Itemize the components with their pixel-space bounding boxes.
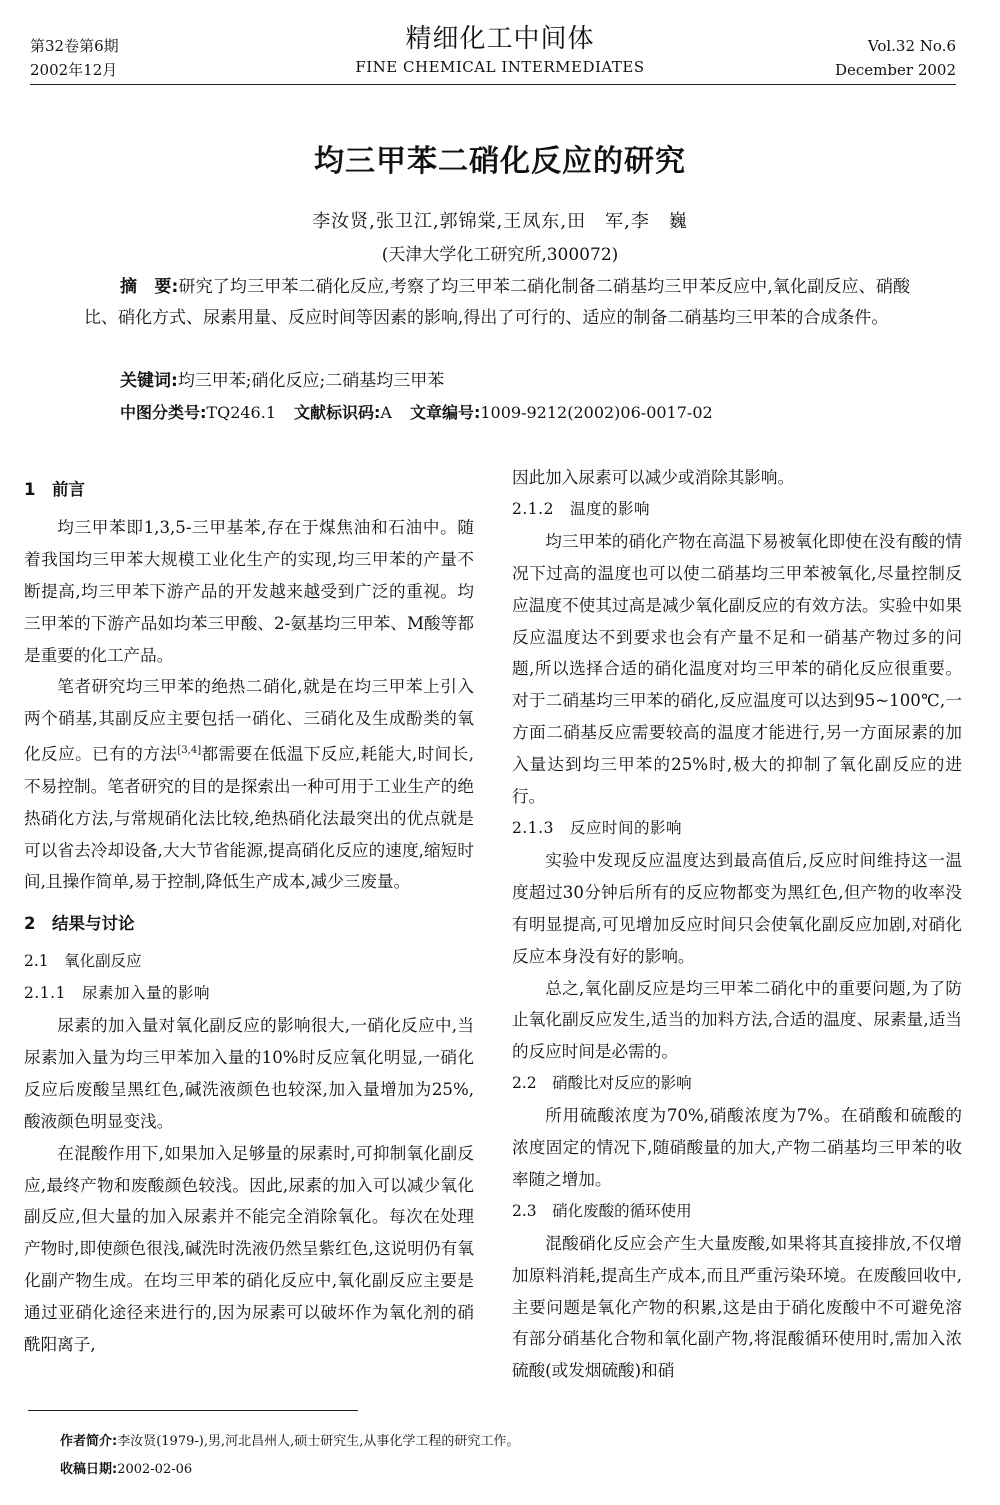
header-divider (30, 84, 956, 85)
author-bio-text: 李汝贤(1979-),男,河北昌州人,硕士研究生,从事化学工程的研究工作。 (117, 1434, 520, 1449)
doc-code-label: 文献标识码: (294, 403, 381, 422)
volume-issue-en: Vol.32 No.6 (867, 37, 956, 55)
author-bio-label: 作者简介: (60, 1434, 118, 1449)
paragraph-continued: 因此加入尿素可以减少或消除其影响。 (512, 468, 795, 487)
subsection-heading-2-1-3: 2.1.3 反应时间的影响 (512, 818, 682, 837)
paragraph: 尿素的加入量对氧化副反应的影响很大,一硝化反应中,当尿素加入量为均三甲苯加入量的10%时反应氧化明显,一硝化反应后废酸呈黑红色,碱洗液颜色也较深,加入量增加为25%,酸液颜色明显变浅。 (24, 1016, 474, 1131)
subsection-heading-2-1-2: 2.1.2 温度的影响 (512, 499, 650, 518)
doc-code-value: A (380, 403, 392, 422)
clc-value: TQ246.1 (206, 403, 276, 422)
footnote-divider (28, 1410, 358, 1411)
citation: [3,4] (177, 745, 202, 757)
date-en: December 2002 (835, 61, 956, 79)
abstract-label: 摘 要: (120, 277, 179, 297)
received-label: 收稿日期: (60, 1462, 118, 1477)
subsection-heading-2-1: 2.1 氧化副反应 (24, 952, 142, 971)
date-cn: 2002年12月 (30, 61, 118, 79)
volume-issue-cn: 第32卷第6期 (30, 37, 119, 55)
keywords (120, 366, 444, 396)
received-value: 2002-02-06 (117, 1462, 193, 1477)
classification-line (120, 398, 713, 428)
paragraph: 总之,氧化副反应是均三甲苯二硝化中的重要问题,为了防止氧化副反应发生,适当的加料方法,合适的温度、尿素量,适当的反应时间是必需的。 (512, 978, 962, 1062)
journal-name-en: FINE CHEMICAL INTERMEDIATES (355, 58, 645, 76)
article-no-value: 1009-9212(2002)06-0017-02 (480, 403, 713, 422)
paragraph: 在混酸作用下,如果加入足够量的尿素时,可抑制氧化副反应,最终产物和废酸颜色较浅。因此,尿素的加入可以减少氧化副反应,但大量的加入尿素并不能完全消除氧化。每次在处理产物时,即使颜色很浅,碱洗时洗液仍然呈紫红色,这说明仍有氧化副产物生成。在均三甲苯的硝化反应中,氧化副反应主要是通过亚硝化途径来进行的,因为尿素可以破坏作为氧化剂的硝酰阳离子, (24, 1143, 474, 1355)
affiliation: (天津大学化工研究所,300072) (381, 245, 619, 265)
article-title: 均三甲苯二硝化反应的研究 (314, 144, 686, 179)
left-column (24, 462, 474, 1361)
paragraph: 实验中发现反应温度达到最高值后,反应时间维持这一温度超过30分钟后所有的反应物都变为黑红色,但产物的收率没有明显提高,可见增加反应时间只会使氧化副反应加剧,对硝化反应本身没有好的影响。 (512, 850, 962, 966)
header-left (30, 34, 119, 82)
paragraph-text: 都需要在低温下反应,耗能大,时间长,不易控制。笔者研究的目的是探索出一种可用于工业生产的绝热硝化方法,与常规硝化法比较,绝热硝化法最突出的优点就是可以省去冷却设备,大大节省能源,提高硝化反应的速度,缩短时间,且操作简单,易于控制,降低生产成本,减少三废量。 (24, 744, 475, 892)
abstract (84, 272, 910, 334)
section-heading-2: 2 结果与讨论 (24, 914, 135, 934)
paragraph-text: 笔者研究均三甲苯的绝热二硝化,就是在均三甲苯上引入两个硝基,其副反应主要包括一硝化、三硝化及生成酚类的氧化反应。已有的方法 (24, 677, 474, 764)
abstract-text: 研究了均三甲苯二硝化反应,考察了均三甲苯二硝化制备二硝基均三甲苯反应中,氧化副反应、硝酸比、硝化方式、尿素用量、反应时间等因素的影响,得出了可行的、适应的制备二硝基均三甲苯的合成条件。 (84, 277, 910, 328)
journal-name-cn: 精细化工中间体 (405, 24, 595, 54)
paragraph (24, 671, 474, 898)
paragraph: 均三甲苯的硝化产物在高温下易被氧化即使在没有酸的情况下过高的温度也可以使二硝基均三甲苯被氧化,尽量控制反应温度不使其过高是减少氧化副反应的有效方法。实验中如果反应温度达不到要求也会有产量不足和一硝基产物过多的问题,所以选择合适的硝化温度对均三甲苯的硝化反应很重要。对于二硝基均三甲苯的硝化,反应温度可以达到95~100℃,一方面二硝基反应需要较高的温度才能进行,另一方面尿素的加入量达到均三甲苯的25%时,极大的抑制了氧化副反应的进行。 (512, 531, 962, 807)
right-column (512, 462, 962, 1387)
paragraph: 混酸硝化反应会产生大量废酸,如果将其直接排放,不仅增加原料消耗,提高生产成本,而且严重污染环境。在废酸回收中,主要问题是氧化产物的积累,这是由于硝化废酸中不可避免溶有部分硝基化合物和氧化副产物,将混酸循环使用时,需加入浓硫酸(或发烟硫酸)和硝 (512, 1233, 962, 1381)
paragraph: 所用硫酸浓度为70%,硝酸浓度为7%。在硝酸和硫酸的浓度固定的情况下,随硝酸量的加大,产物二硝基均三甲苯的收率随之增加。 (512, 1106, 962, 1189)
author-list: 李汝贤,张卫江,郭锦棠,王凤东,田 军,李 巍 (312, 211, 688, 232)
keywords-text: 均三甲苯;硝化反应;二硝基均三甲苯 (177, 371, 445, 391)
received-date (60, 1456, 519, 1484)
header-right (835, 34, 956, 82)
subsection-heading-2-1-1: 2.1.1 尿素加入量的影响 (24, 984, 210, 1003)
subsection-heading-2-3: 2.3 硝化废酸的循环使用 (512, 1201, 692, 1220)
subsection-heading-2-2: 2.2 硝酸比对反应的影响 (512, 1074, 692, 1093)
section-heading-1: 1 前言 (24, 480, 85, 499)
article-no-label: 文章编号: (409, 403, 481, 422)
author-bio (60, 1428, 519, 1456)
footnote (60, 1428, 519, 1484)
header-center (250, 22, 750, 78)
paragraph: 均三甲苯即1,3,5-三甲基苯,存在于煤焦油和石油中。随着我国均三甲苯大规模工业化生产的实现,均三甲苯的产量不断提高,均三甲苯下游产品的开发越来越受到广泛的重视。均三甲苯的下游产品如均苯三甲酸、2-氨基均三甲苯、M酸等都是重要的化工产品。 (24, 517, 474, 665)
keywords-label: 关键词: (120, 371, 178, 391)
clc-label: 中图分类号: (120, 403, 207, 422)
